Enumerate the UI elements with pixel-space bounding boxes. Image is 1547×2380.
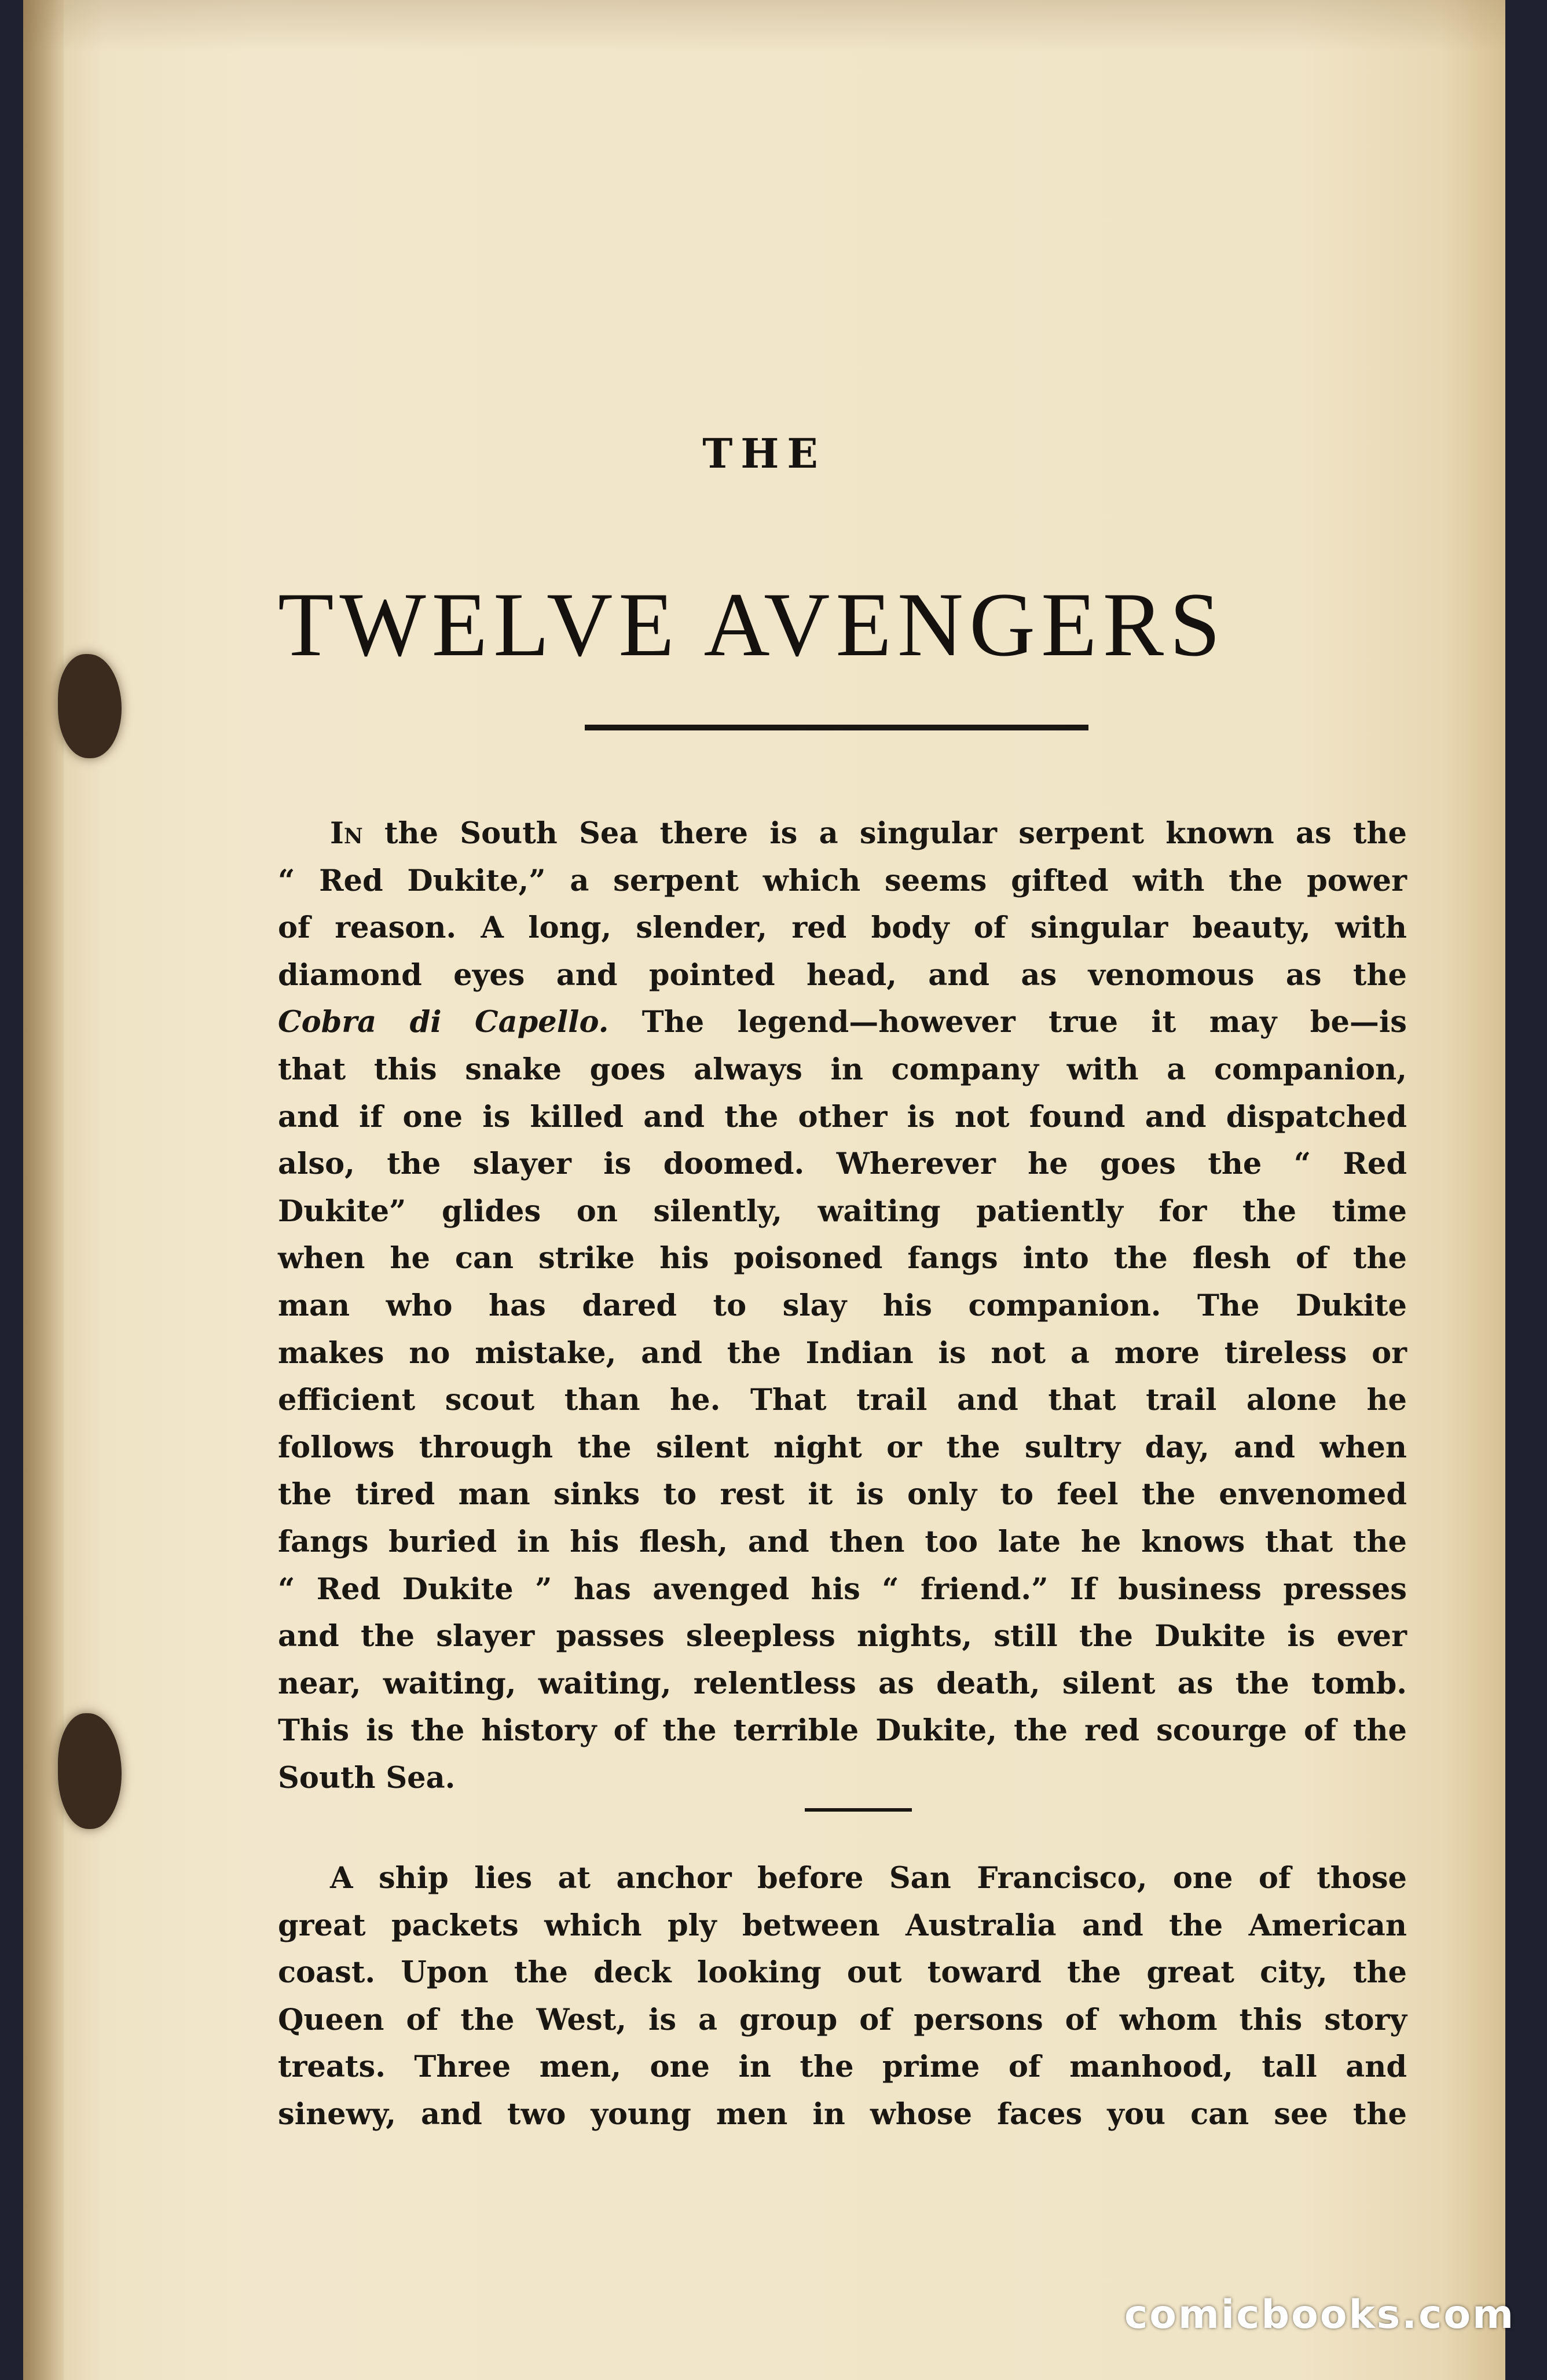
text-line: of reason. A long, slender, red body of singular beauty, with (278, 910, 1407, 946)
text-line: and the slayer passes sleepless nights, still the Dukite is ever (278, 1619, 1407, 1654)
text-line: near, waiting, waiting, relentless as death, silent as the tomb. (278, 1666, 1407, 1701)
text-line: In the South Sea there is a singular serpent known as the (330, 816, 1407, 851)
text-line: and if one is killed and the other is not found and dispatched (278, 1099, 1407, 1134)
paragraph-1 (278, 810, 1407, 1802)
text-line: efficient scout than he. That trail and that trail alone he (278, 1383, 1407, 1418)
text-line: Queen of the West, is a group of persons of whom this story (278, 2002, 1407, 2037)
text-line: the tired man sinks to rest it is only to feel the envenomed (278, 1477, 1407, 1512)
text-line: that this snake goes always in company with a companion, (278, 1052, 1407, 1087)
italic-phrase: Cobra di Capello. (278, 1005, 609, 1040)
text-line: makes no mistake, and the Indian is not a more tireless or (278, 1335, 1407, 1371)
text-line: sinewy, and two young men in whose faces you can see the (278, 2096, 1407, 2132)
text-line: “ Red Dukite,” a serpent which seems gifted with the power (278, 863, 1407, 898)
text-line: Dukite” glides on silently, waiting patiently for the time (278, 1193, 1407, 1229)
paragraph-2 (278, 1855, 1407, 2139)
book-page (23, 0, 1505, 2380)
text-line: fangs buried in his flesh, and then too late he knows that the (278, 1524, 1407, 1559)
text-line: A ship lies at anchor before San Francisco, one of those (330, 1861, 1407, 1896)
text-line: This is the history of the terrible Dukite, the red scourge of the (278, 1713, 1407, 1749)
section-rule (805, 1808, 912, 1812)
text-line: when he can strike his poisoned fangs into the flesh of the (278, 1241, 1407, 1276)
title-the: THE (702, 429, 826, 478)
text-line: treats. Three men, one in the prime of manhood, tall and (278, 2050, 1407, 2085)
watermark-logo: comicbooks.com (1124, 2292, 1515, 2338)
text-line: coast. Upon the deck looking out toward the great city, the (278, 1955, 1407, 1990)
text-line: diamond eyes and pointed head, and as venomous as the (278, 957, 1407, 993)
binding-hole (58, 1713, 122, 1829)
text-line: South Sea. (278, 1760, 456, 1795)
text-line: follows through the silent night or the sultry day, and when (278, 1430, 1407, 1465)
binding-hole (58, 654, 122, 758)
opening-word: In (330, 816, 363, 851)
text-line: “ Red Dukite ” has avenged his “ friend.” If business presses (278, 1571, 1407, 1607)
text-line: great packets which ply between Australia and the American (278, 1908, 1407, 1943)
text-line: man who has dared to slay his companion. The Dukite (278, 1288, 1407, 1323)
text-line: also, the slayer is doomed. Wherever he goes the “ Red (278, 1147, 1407, 1182)
title-main: TWELVE AVENGERS (278, 574, 1226, 675)
title-rule (585, 725, 1088, 730)
text-line: Cobra di Capello. The legend—however true it may be—is (278, 1005, 1407, 1040)
